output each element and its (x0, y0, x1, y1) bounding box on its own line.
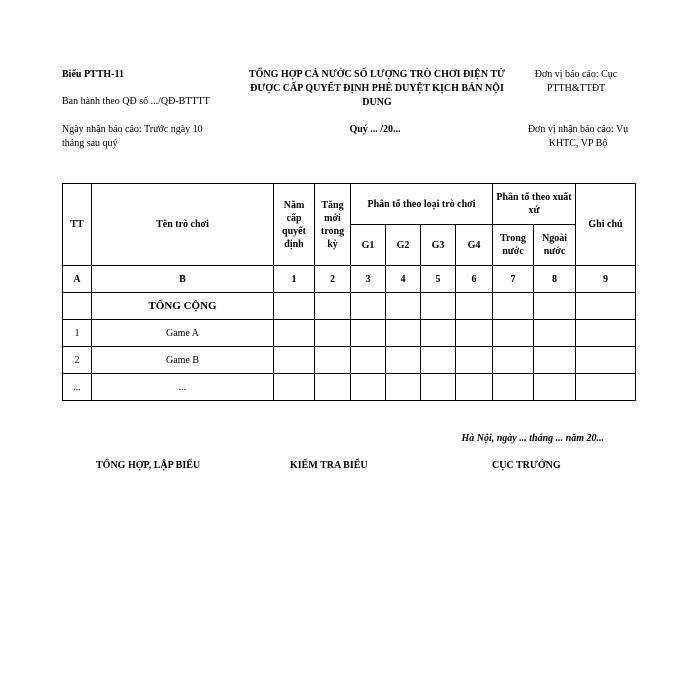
index-cell: 6 (456, 266, 493, 293)
row-cell (274, 347, 315, 374)
receive-deadline-line2: tháng sau quý (62, 138, 118, 149)
row-cell (315, 320, 351, 347)
total-cell (421, 293, 456, 320)
row-cell (386, 347, 421, 374)
row-cell (493, 374, 534, 401)
total-row (63, 293, 636, 320)
report-title (232, 68, 522, 110)
index-cell: 5 (421, 266, 456, 293)
title-line1: TỔNG HỢP CẢ NƯỚC SỐ LƯỢNG TRÒ CHƠI ĐIỆN TỬ (248, 69, 506, 80)
group-type-header: Phân tổ theo loại trò chơi (351, 184, 493, 225)
index-cell: 1 (274, 266, 315, 293)
row-tt: 1 (63, 320, 92, 347)
place-date: Hà Nội, ngày ... tháng ... năm 20... (461, 433, 604, 444)
total-tt-cell (63, 293, 92, 320)
index-row (63, 266, 636, 293)
index-cell: 8 (534, 266, 576, 293)
row-cell (576, 320, 636, 347)
index-cell: 4 (386, 266, 421, 293)
row-cell (274, 320, 315, 347)
table-row (63, 374, 636, 401)
title-line3: DUNG (362, 97, 392, 108)
row-cell (456, 374, 493, 401)
receive-deadline-line1: Ngày nhận báo cáo: Trước ngày 10 (62, 124, 203, 135)
reporting-unit (526, 68, 626, 96)
total-cell (576, 293, 636, 320)
col-g2-header: G2 (386, 225, 421, 266)
col-new-header: Tăng mới trong kỳ (315, 184, 351, 266)
report-period: Quý ... /20... (349, 124, 401, 135)
row-cell (576, 374, 636, 401)
receiving-unit (516, 123, 640, 151)
header-row-1 (63, 184, 636, 225)
row-cell (351, 347, 386, 374)
row-name: Game B (92, 347, 274, 374)
receiving-unit-line2: KHTC, VP Bộ (548, 138, 608, 149)
row-cell (421, 374, 456, 401)
total-cell (386, 293, 421, 320)
total-label: TỔNG CỘNG (92, 293, 274, 320)
total-cell (315, 293, 351, 320)
report-table (62, 183, 636, 401)
table-row (63, 320, 636, 347)
row-tt: ... (63, 374, 92, 401)
row-cell (351, 374, 386, 401)
col-g3-header: G3 (421, 225, 456, 266)
row-cell (315, 347, 351, 374)
row-name: Game A (92, 320, 274, 347)
reporting-unit-line2: PTTH&TTĐT (546, 83, 606, 94)
receive-deadline (62, 123, 242, 151)
index-cell: 9 (576, 266, 636, 293)
total-cell (274, 293, 315, 320)
form-code: Biểu PTTH-11 (62, 69, 124, 80)
index-cell: B (92, 266, 274, 293)
title-line2: ĐƯỢC CẤP QUYẾT ĐỊNH PHÊ DUYỆT KỊCH BẢN NỘI (250, 83, 504, 94)
sign-director: CỤC TRƯỞNG (492, 460, 561, 471)
row-cell (386, 374, 421, 401)
col-g4-header: G4 (456, 225, 493, 266)
sign-checker: KIỂM TRA BIỂU (290, 460, 368, 471)
col-tt-header: TT (63, 184, 92, 266)
row-cell (493, 320, 534, 347)
total-cell (456, 293, 493, 320)
col-foreign-header: Ngoài nước (534, 225, 576, 266)
group-origin-header: Phân tổ theo xuất xứ (493, 184, 576, 225)
row-cell (456, 320, 493, 347)
row-cell (534, 320, 576, 347)
total-cell (534, 293, 576, 320)
row-cell (576, 347, 636, 374)
issued-by: Ban hành theo QĐ số .../QĐ-BTTTT (62, 96, 210, 107)
receiving-unit-line1: Đơn vị nhận báo cáo: Vụ (527, 124, 629, 135)
index-cell: 2 (315, 266, 351, 293)
row-cell (315, 374, 351, 401)
total-cell (351, 293, 386, 320)
row-cell (421, 347, 456, 374)
col-g1-header: G1 (351, 225, 386, 266)
col-domestic-header: Trong nước (493, 225, 534, 266)
col-year-header: Năm cấp quyết định (274, 184, 315, 266)
sign-compiler: TỔNG HỢP, LẬP BIỂU (96, 460, 201, 471)
row-cell (421, 320, 456, 347)
row-cell (351, 320, 386, 347)
row-name: ... (92, 374, 274, 401)
row-cell (493, 347, 534, 374)
index-cell: A (63, 266, 92, 293)
row-tt: 2 (63, 347, 92, 374)
index-cell: 3 (351, 266, 386, 293)
table-row (63, 347, 636, 374)
reporting-unit-line1: Đơn vị báo cáo: Cục (534, 69, 618, 80)
row-cell (534, 347, 576, 374)
index-cell: 7 (493, 266, 534, 293)
row-cell (386, 320, 421, 347)
col-note-header: Ghi chú (576, 184, 636, 266)
col-name-header: Tên trò chơi (92, 184, 274, 266)
row-cell (274, 374, 315, 401)
row-cell (534, 374, 576, 401)
total-cell (493, 293, 534, 320)
row-cell (456, 347, 493, 374)
